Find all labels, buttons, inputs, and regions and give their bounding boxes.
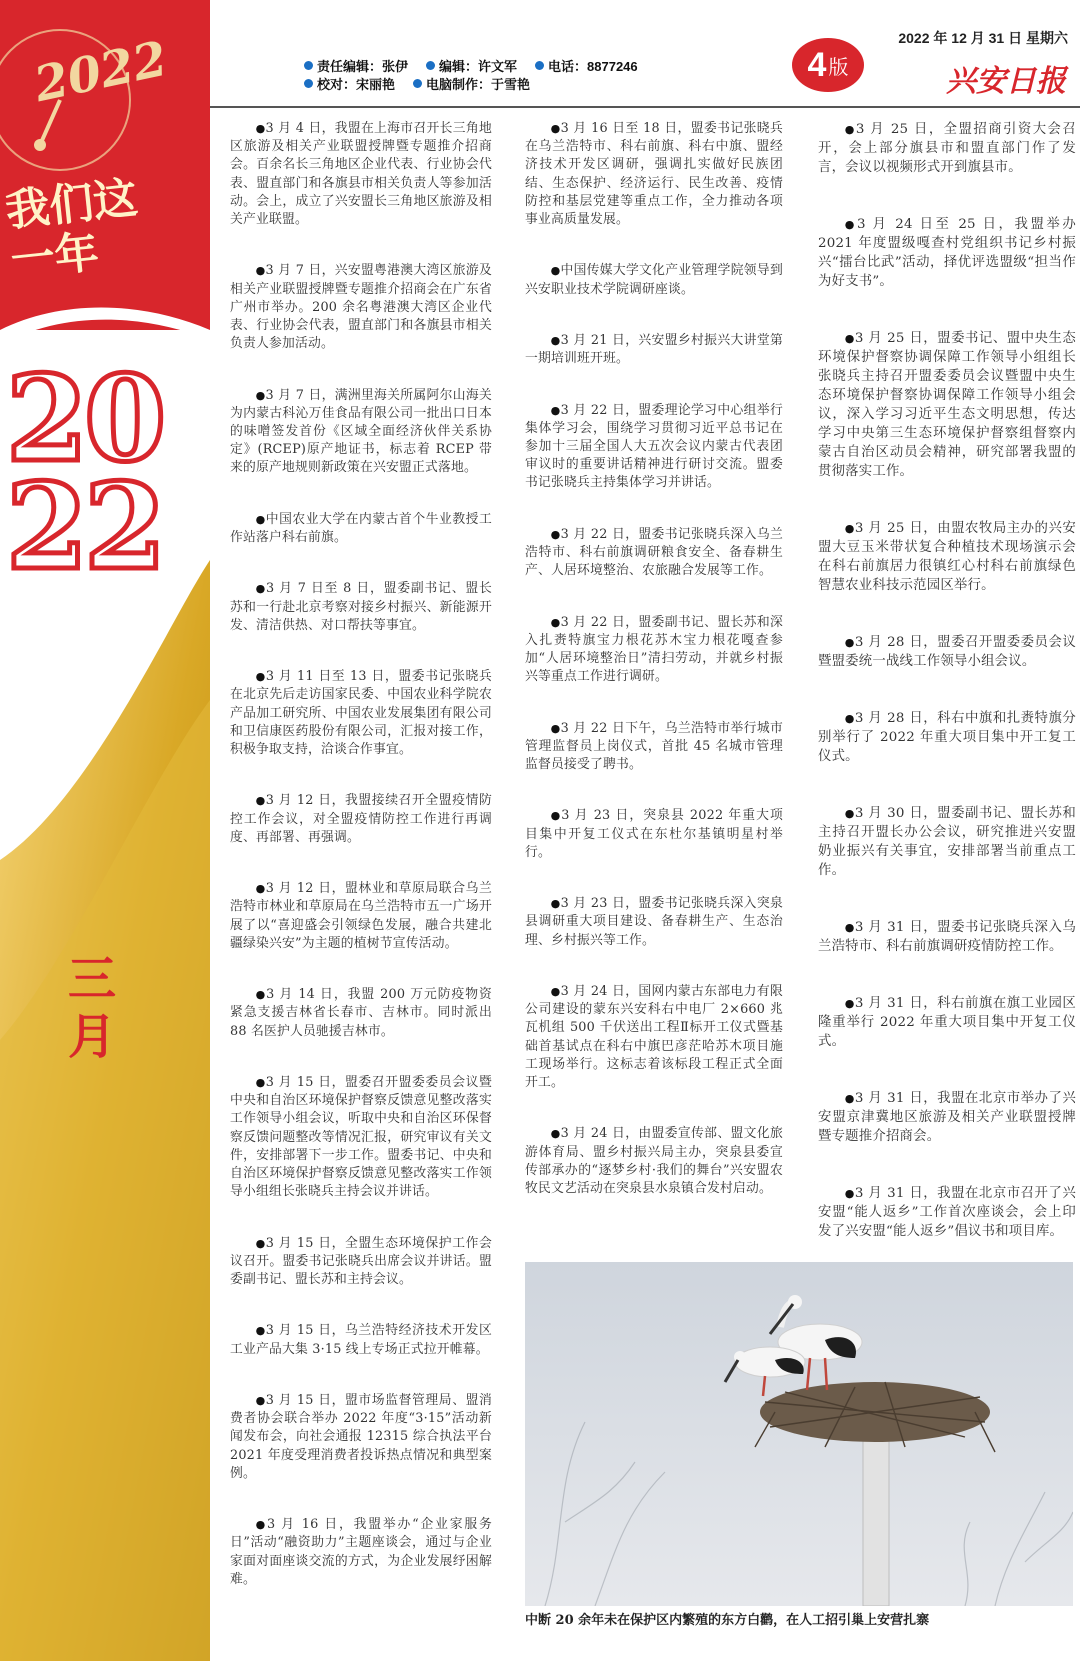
news-item-text: 中国农业大学在内蒙古首个牛业教授工作站落户科右前旗。 <box>230 511 492 546</box>
bullet-icon: ● <box>550 264 561 278</box>
bullet-dot-icon <box>535 61 544 70</box>
news-item-text: 3 月 12 日，我盟接续召开全盟疫情防控工作会议，对全盟疫情防控工作进行再调度、再部署、再强调。 <box>230 793 492 845</box>
header-divider <box>210 106 1080 108</box>
staff-credit-text: 编辑：许文军 <box>439 58 518 74</box>
column-1 <box>230 120 492 1622</box>
bullet-icon: ● <box>255 1394 266 1407</box>
column-3 <box>818 120 1076 1279</box>
news-item <box>818 1089 1076 1146</box>
bullet-icon: ● <box>255 670 266 684</box>
edition-unit: 版 <box>828 56 849 79</box>
news-item-text: 3 月 21 日，兴安盟乡村振兴大讲堂第一期培训班开班。 <box>525 333 783 367</box>
year-script-decoration: 2022 <box>29 30 172 114</box>
news-item-text: 3 月 7 日，满洲里海关所属阿尔山海关为内蒙古科沁万佳食品有限公司一批出口日本的味噌签发首份《区域全面经济伙伴关系协定》(RCEP)原产地证书，标志着 RCEP 带来的原产地规则新政策在兴安盟正式落地。 <box>230 387 492 476</box>
news-item <box>525 402 783 493</box>
stork-nest-photo <box>525 1262 1073 1606</box>
bullet-icon: ● <box>255 122 266 135</box>
news-item <box>525 895 783 950</box>
bullet-icon: ● <box>844 712 855 725</box>
news-item-text: 3 月 11 日至 13 日，盟委书记张晓兵在北京先后走访国家民委、中国农业科学院农产品加工研究所、中国农业发展集团有限公司和卫信康医药股份有限公司，汇报对接工作，积极争取支持，洽谈合作事宜。 <box>230 669 492 758</box>
news-item-text: 3 月 15 日，全盟生态环境保护工作会议召开。盟委书记张晓兵出席会议并讲话。盟委副书记、盟长苏和主持会议。 <box>230 1235 492 1288</box>
news-item-text: 3 月 22 日，盟委副书记、盟长苏和深入扎赉特旗宝力根花苏木宝力根花嘎查参加“人居环境整治日”清扫劳动，并就乡村振兴等重点工作进行调研。 <box>525 614 783 685</box>
month-label: 三月 <box>67 951 116 1065</box>
news-item-text: 3 月 16 日，我盟举办“企业家服务日”活动“融资助力”主题座谈会，通过与企业家面对面座谈交流的方式，为企业发展纾困解难。 <box>230 1517 492 1587</box>
big-year-top: 20 <box>6 349 163 488</box>
newspaper-logo: 兴安日报 <box>946 64 1066 99</box>
news-item-text: 3 月 7 日至 8 日，盟委副书记、盟长苏和一行赴北京考察对接乡村振兴、新能源开发、清洁供热、对口帮扶等事宜。 <box>230 581 492 633</box>
column-2 <box>525 120 783 1231</box>
news-item-text: 3 月 15 日，盟市场监督管理局、盟消费者协会联合举办 2022 年度“3·15”活动新闻发布会，向社会通报 12315 综合执法平台 2021 年度受理消费者投诉热点情况和典型案例。 <box>230 1393 492 1481</box>
news-item <box>818 918 1076 956</box>
bullet-icon: ● <box>255 1324 266 1338</box>
news-item <box>818 804 1076 880</box>
bullet-icon: ● <box>844 1092 855 1105</box>
news-item-text: 3 月 31 日，我盟在北京市举办了兴安盟京津冀地区旅游及相关产业联盟授牌暨专题推介招商会。 <box>818 1091 1076 1144</box>
bullet-icon: ● <box>255 1518 268 1532</box>
news-item-text: 3 月 15 日，盟委召开盟委委员会议暨中央和自治区环境保护督察反馈意见整改落实工作领导小组会议，听取中央和自治区环保督察反馈问题整改等情况汇报，研究审议有关文件，安排部署下一步工作。盟委书记、中央和自治区环境保护督察反馈意见整改落实工作领导小组组长张晓兵主持会议并讲话。 <box>230 1075 492 1200</box>
news-item <box>230 1074 492 1201</box>
bullet-icon: ● <box>550 721 561 735</box>
news-item-text: 3 月 22 日，盟委理论学习中心组举行集体学习会，围绕学习贯彻习近平总书记在参加十三届全国人大五次会议内蒙古代表团审议时的重要讲话精神进行研讨交流。盟委书记张晓兵主持集体学习并讲话。 <box>525 402 783 491</box>
news-item-text: 3 月 25 日，盟委书记、盟中央生态环境保护督察协调保障工作领导小组组长张晓兵主持召开盟委委员会议暨盟中央生态环境保护督察协调保障工作领导小组会议，深入学习习近平生态文明思想，传达学习中央第三生态环境保护督察组督察内蒙古自治区动员会精神，研究部署我盟的贯彻落实工作。 <box>818 331 1076 479</box>
bullet-icon: ● <box>550 122 561 135</box>
news-item-text: 3 月 24 日至 25 日，我盟举办 2021 年度盟级嘎查村党组织书记乡村振兴“擂台比武”活动，择优评选盟级“担当作为好支书”。 <box>818 217 1076 289</box>
news-item <box>525 614 783 687</box>
bullet-icon: ● <box>550 615 561 629</box>
news-item <box>230 668 492 759</box>
big-year-bottom: 22 <box>6 457 163 596</box>
bullet-icon: ● <box>255 794 266 808</box>
news-item-text: 3 月 22 日下午，乌兰浩特市举行城市管理监督员上岗仪式，首批 45 名城市管理监督员接受了聘书。 <box>525 720 783 772</box>
edition-badge <box>792 38 864 92</box>
stork-nest-illustration <box>525 1262 1073 1606</box>
news-item <box>525 332 783 368</box>
news-item <box>818 1184 1076 1241</box>
bullet-icon: ● <box>255 388 266 402</box>
news-item <box>818 120 1076 177</box>
news-item-text: 3 月 24 日，由盟委宣传部、盟文化旅游体育局、盟乡村振兴局主办，突泉县委宣传部承办的“逐梦乡村·我们的舞台”兴安盟农牧民文艺活动在突泉县水泉镇合发村启动。 <box>525 1126 783 1196</box>
news-item-text: 3 月 14 日，我盟 200 万元防疫物资紧急支援吉林省长春市、吉林市。同时派出 88 名医护人员驰援吉林市。 <box>230 987 492 1039</box>
news-item-text: 3 月 25 日，全盟招商引资大会召开，会上部分旗县市和盟直部门作了发言，会议以视频形式开到旗县市。 <box>818 122 1076 175</box>
news-item-text: 3 月 7 日，兴安盟粤港澳大湾区旅游及相关产业联盟授牌暨专题推介招商会在广东省广州市举办。200 余名粤港澳大湾区企业代表、行业协会代表，盟直部门和各旗县市相关负责人参加活动。 <box>230 263 492 352</box>
bullet-dot-icon <box>413 79 422 88</box>
news-item <box>230 986 492 1041</box>
edition-number: 4 <box>807 45 827 84</box>
bullet-dot-icon <box>304 79 313 88</box>
photo-caption: 中断 20 余年未在保护区内繁殖的东方白鹳，在人工招引巢上安营扎寨 <box>525 1613 930 1628</box>
staff-credit-item <box>426 56 517 75</box>
bullet-icon: ● <box>255 582 267 596</box>
news-item-text: 3 月 31 日，盟委书记张晓兵深入乌兰浩特市、科右前旗调研疫情防控工作。 <box>818 920 1076 954</box>
news-item <box>230 387 492 478</box>
bullet-icon: ● <box>550 1127 561 1141</box>
news-item-text: 中国传媒大学文化产业管理学院领导到兴安职业技术学院调研座谈。 <box>525 263 783 297</box>
bullet-icon: ● <box>844 636 855 649</box>
section-title: 我们这一年 <box>3 172 140 287</box>
news-item <box>818 519 1076 595</box>
news-item <box>230 792 492 847</box>
news-item <box>818 633 1076 671</box>
bullet-icon: ● <box>844 332 855 345</box>
bullet-icon: ● <box>550 897 561 911</box>
bullet-icon: ● <box>844 807 855 820</box>
news-item-text: 3 月 15 日，乌兰浩特经济技术开发区工业产品大集 3·15 线上专场正式拉开帷幕。 <box>230 1323 492 1357</box>
bullet-icon: ● <box>550 403 561 417</box>
bullet-icon: ● <box>255 264 266 278</box>
bullet-icon: ● <box>550 809 562 823</box>
bullet-icon: ● <box>550 527 561 541</box>
news-item <box>818 215 1076 291</box>
news-item <box>230 1235 492 1290</box>
news-item <box>230 1322 492 1358</box>
staff-credit-text: 电话：8877246 <box>548 58 638 74</box>
bullet-icon: ● <box>255 988 267 1002</box>
bullet-icon: ● <box>550 984 561 998</box>
news-item <box>230 262 492 353</box>
news-item-text: 3 月 30 日，盟委副书记、盟长苏和主持召开盟长办公会议，研究推进兴安盟奶业振兴有关事宜，安排部署当前重点工作。 <box>818 806 1076 878</box>
staff-credit-text: 校对：宋丽艳 <box>317 76 396 92</box>
news-item <box>818 709 1076 766</box>
news-item <box>525 526 783 581</box>
news-item-text: 3 月 23 日，盟委书记张晓兵深入突泉县调研重大项目建设、备春耕生产、生态治理、乡村振兴等工作。 <box>525 896 783 948</box>
news-item-text: 3 月 24 日，国网内蒙古东部电力有限公司建设的蒙东兴安科右中电厂 2×660 兆瓦机组 500 千伏送出工程Ⅱ标开工仪式暨基础首基试点在科右中旗巴彦茫哈苏木项目施工现场举行。这标志着该标段工程正式全面开工。 <box>525 983 783 1090</box>
page-header <box>210 0 1080 112</box>
news-item-text: 3 月 16 日至 18 日，盟委书记张晓兵在乌兰浩特市、科右前旗、科右中旗、盟经济技术开发区调研，强调扎实做好民族团结、生态保护、经济运行、民生改善、疫情防控和基层党建等重点工作，全力推动各项事业高质量发展。 <box>525 121 783 228</box>
news-item <box>818 329 1076 481</box>
news-item <box>230 580 492 635</box>
news-item-text: 3 月 23 日，突泉县 2022 年重大项目集中开复工仪式在东杜尔基镇明星村举行。 <box>525 808 783 860</box>
news-item-text: 3 月 31 日，我盟在北京市召开了兴安盟“能人返乡”工作首次座谈会，会上印发了兴安盟“能人返乡”倡议书和项目库。 <box>818 1186 1076 1239</box>
staff-row-2 <box>304 74 638 92</box>
bullet-icon: ● <box>550 334 561 347</box>
bullet-icon: ● <box>255 1076 266 1089</box>
staff-credit-text: 电脑制作：于雪艳 <box>426 76 531 92</box>
staff-credits <box>304 56 638 92</box>
news-item-text: 3 月 4 日，我盟在上海市召开长三角地区旅游及相关产业联盟授牌暨专题推介招商会。百余名长三角地区企业代表、行业协会代表、盟直部门和各旗县市相关负责人等参加活动。会上，成立了兴安盟长三角地区旅游及相关产业联盟。 <box>230 121 492 228</box>
news-item-text: 3 月 25 日，由盟农牧局主办的兴安盟大豆玉米带状复合种植技术现场演示会在科右前旗居力很镇红心村科右前旗绿色智慧农业科技示范园区举行。 <box>818 521 1076 593</box>
bullet-dot-icon <box>426 61 435 70</box>
bullet-icon: ● <box>844 218 857 231</box>
bullet-icon: ● <box>844 1187 855 1200</box>
news-item <box>525 807 783 862</box>
news-item-text: 3 月 22 日，盟委书记张晓兵深入乌兰浩特市、科右前旗调研粮食安全、备春耕生产、人居环境整治、农旅融合发展等工作。 <box>525 526 783 579</box>
news-item <box>230 120 492 229</box>
news-item <box>525 983 783 1092</box>
news-item <box>525 720 783 775</box>
bullet-icon: ● <box>255 1236 266 1250</box>
issue-date: 2022 年 12 月 31 日 星期六 <box>898 30 1068 46</box>
news-item-text: 3 月 31 日，科右前旗在旗工业园区隆重举行 2022 年重大项目集中开复工仪式。 <box>818 996 1076 1049</box>
bullet-icon: ● <box>255 882 266 896</box>
left-decorative-band <box>0 0 210 1661</box>
staff-credit-item <box>304 74 395 93</box>
staff-credit-item <box>413 74 530 93</box>
staff-credit-item <box>304 56 408 75</box>
staff-row-1 <box>304 56 638 74</box>
bullet-icon: ● <box>255 512 266 526</box>
bullet-icon: ● <box>844 997 855 1010</box>
news-item <box>230 511 492 547</box>
staff-credit-item <box>535 56 638 75</box>
news-item-text: 3 月 28 日，盟委召开盟委委员会议暨盟委统一战线工作领导小组会议。 <box>818 635 1076 669</box>
news-item <box>818 994 1076 1051</box>
news-item <box>525 120 783 229</box>
news-item-text: 3 月 12 日，盟林业和草原局联合乌兰浩特市林业和草原局在乌兰浩特市五一广场开展了以“喜迎盛会引领绿色发展，融合共建北疆绿染兴安”为主题的植树节宣传活动。 <box>230 881 492 951</box>
news-item <box>230 1516 492 1589</box>
bullet-icon: ● <box>844 921 855 934</box>
news-item <box>525 1125 783 1198</box>
bullet-icon: ● <box>844 123 856 136</box>
news-item <box>230 1392 492 1483</box>
news-item <box>230 880 492 953</box>
staff-credit-text: 责任编辑：张伊 <box>317 58 409 74</box>
bullet-icon: ● <box>844 522 855 535</box>
bullet-dot-icon <box>304 61 313 70</box>
news-item-text: 3 月 28 日，科右中旗和扎赉特旗分别举行了 2022 年重大项目集中开工复工仪式。 <box>818 711 1076 764</box>
news-item <box>525 262 783 298</box>
